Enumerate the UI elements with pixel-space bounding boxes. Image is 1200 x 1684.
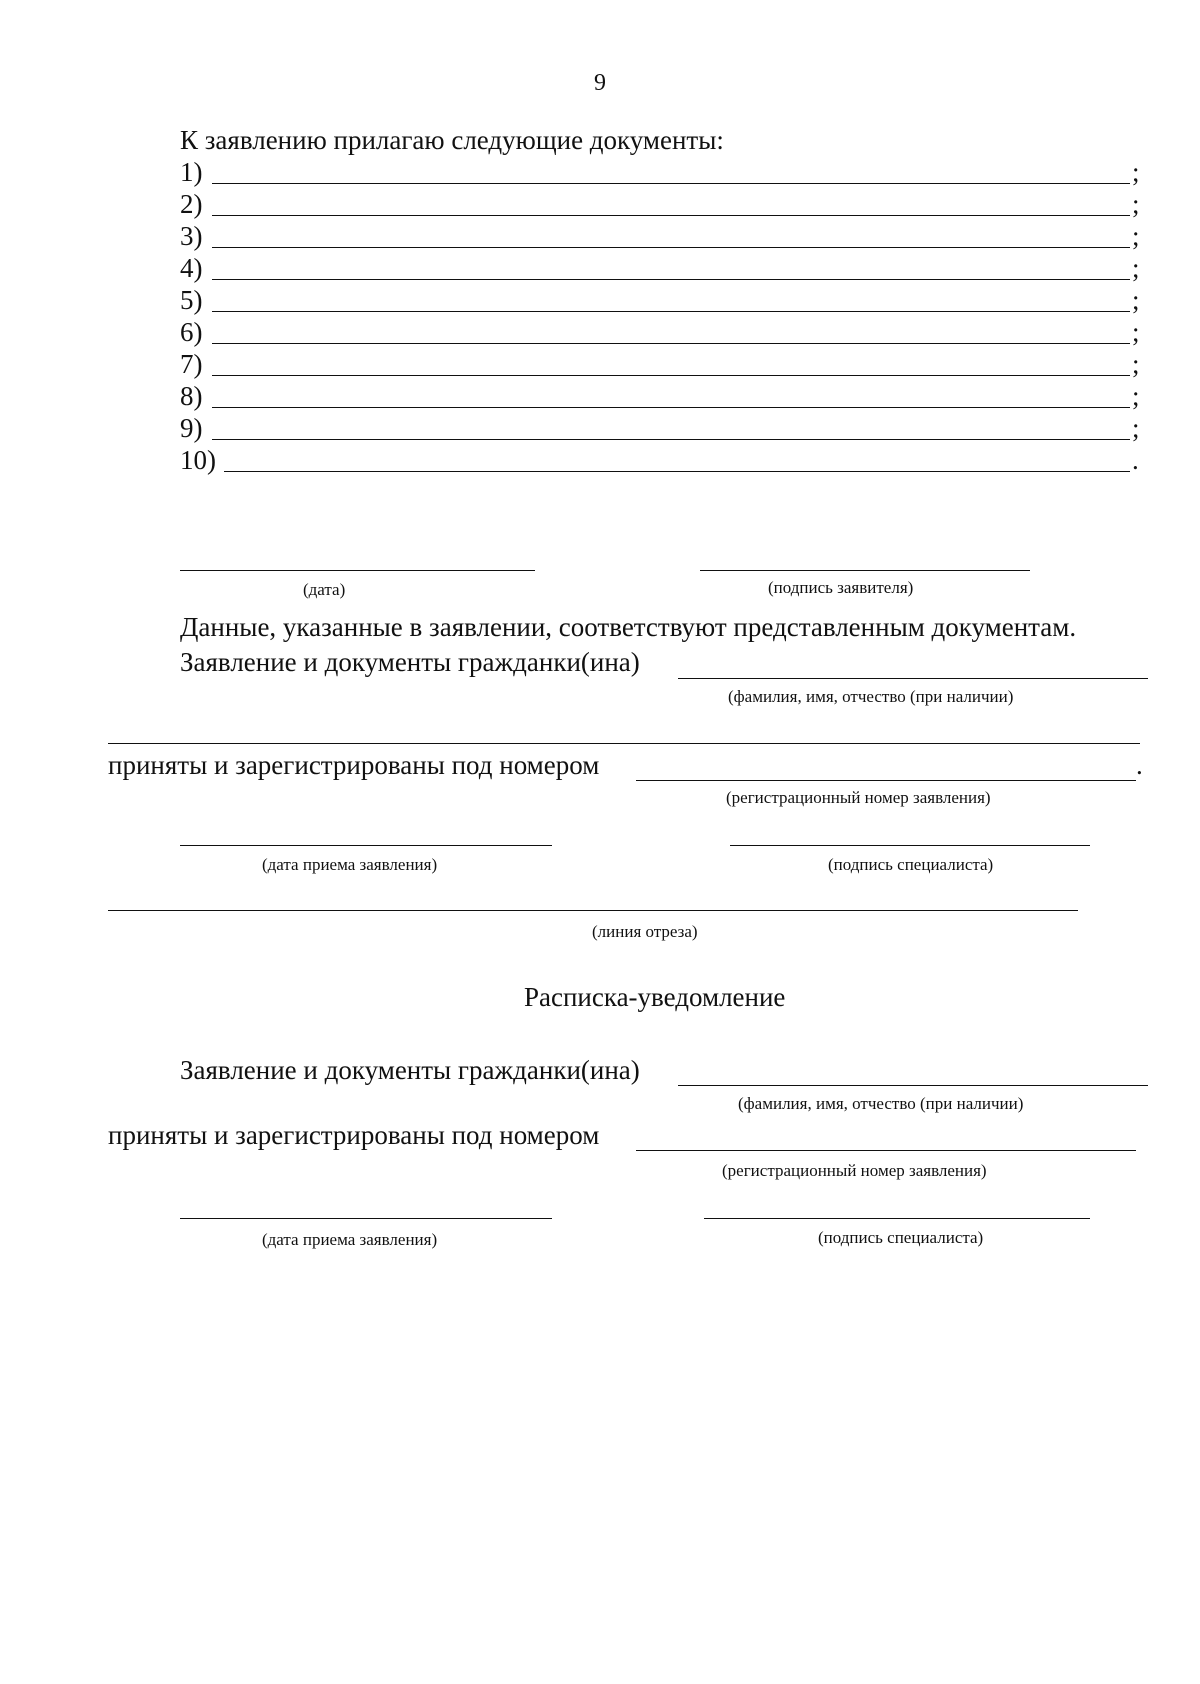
- attachment-end: ;: [1132, 221, 1140, 251]
- verification-statement: Данные, указанные в заявлении, соответствуют представленным документам.: [180, 612, 1077, 642]
- attachment-end: ;: [1132, 157, 1140, 187]
- cut-line: [108, 910, 1078, 911]
- date-field[interactable]: [180, 570, 535, 571]
- attachment-field[interactable]: [224, 471, 1130, 472]
- receipt-registered-prefix: приняты и зарегистрированы под номером: [108, 1120, 600, 1150]
- receipt-fio-caption: (фамилия, имя, отчество (при наличии): [738, 1094, 1024, 1113]
- applicant-signature-field[interactable]: [700, 570, 1030, 571]
- receipt-specialist-signature-field[interactable]: [704, 1218, 1090, 1219]
- attachment-number: 7): [180, 349, 203, 379]
- receipt-receive-date-field[interactable]: [180, 1218, 552, 1219]
- attachment-end: ;: [1132, 285, 1140, 315]
- accepted-prefix: Заявление и документы гражданки(ина): [180, 647, 640, 677]
- receive-date-caption: (дата приема заявления): [262, 855, 438, 874]
- attachment-field[interactable]: [212, 279, 1130, 280]
- attachment-field[interactable]: [212, 215, 1130, 216]
- receipt-receive-date-caption: (дата приема заявления): [262, 1230, 438, 1249]
- attachment-end: ;: [1132, 189, 1140, 219]
- attachment-end: ;: [1132, 317, 1140, 347]
- attachment-end: ;: [1132, 381, 1140, 411]
- receipt-reg-number-caption: (регистрационный номер заявления): [722, 1161, 987, 1180]
- receipt-accepted-prefix: Заявление и документы гражданки(ина): [180, 1055, 640, 1085]
- attachment-number: 4): [180, 253, 203, 283]
- attachment-field[interactable]: [212, 343, 1130, 344]
- applicant-fio-field-continued[interactable]: [108, 743, 1140, 744]
- registered-prefix: приняты и зарегистрированы под номером: [108, 750, 600, 780]
- attachment-end: ;: [1132, 253, 1140, 283]
- specialist-signature-field[interactable]: [730, 845, 1090, 846]
- receive-date-field[interactable]: [180, 845, 552, 846]
- receipt-title: Расписка-уведомление: [524, 982, 786, 1012]
- attachment-field[interactable]: [212, 407, 1130, 408]
- attachment-number: 10): [180, 445, 216, 475]
- cut-line-caption: (линия отреза): [592, 922, 698, 941]
- receipt-fio-field[interactable]: [678, 1085, 1148, 1086]
- attachments-heading: К заявлению прилагаю следующие документы:: [180, 125, 724, 155]
- attachment-end: .: [1132, 445, 1139, 475]
- registration-number-field[interactable]: [636, 780, 1136, 781]
- attachment-end: ;: [1132, 349, 1140, 379]
- attachment-field[interactable]: [212, 439, 1130, 440]
- attachment-number: 2): [180, 189, 203, 219]
- attachment-field[interactable]: [212, 311, 1130, 312]
- attachment-number: 5): [180, 285, 203, 315]
- attachment-number: 3): [180, 221, 203, 251]
- specialist-signature-caption: (подпись специалиста): [828, 855, 994, 874]
- reg-number-caption: (регистрационный номер заявления): [726, 788, 991, 807]
- date-caption: (дата): [303, 580, 346, 599]
- attachment-number: 6): [180, 317, 203, 347]
- attachment-number: 8): [180, 381, 203, 411]
- fio-caption: (фамилия, имя, отчество (при наличии): [728, 687, 1014, 706]
- attachment-number: 1): [180, 157, 203, 187]
- receipt-specialist-signature-caption: (подпись специалиста): [818, 1228, 984, 1247]
- applicant-signature-caption: (подпись заявителя): [768, 578, 914, 597]
- attachment-field[interactable]: [212, 247, 1130, 248]
- receipt-registration-number-field[interactable]: [636, 1150, 1136, 1151]
- applicant-fio-field[interactable]: [678, 678, 1148, 679]
- attachment-end: ;: [1132, 413, 1140, 443]
- attachment-field[interactable]: [212, 183, 1130, 184]
- page-number: 9: [594, 70, 606, 96]
- attachment-number: 9): [180, 413, 203, 443]
- registered-end: .: [1136, 750, 1143, 780]
- attachment-field[interactable]: [212, 375, 1130, 376]
